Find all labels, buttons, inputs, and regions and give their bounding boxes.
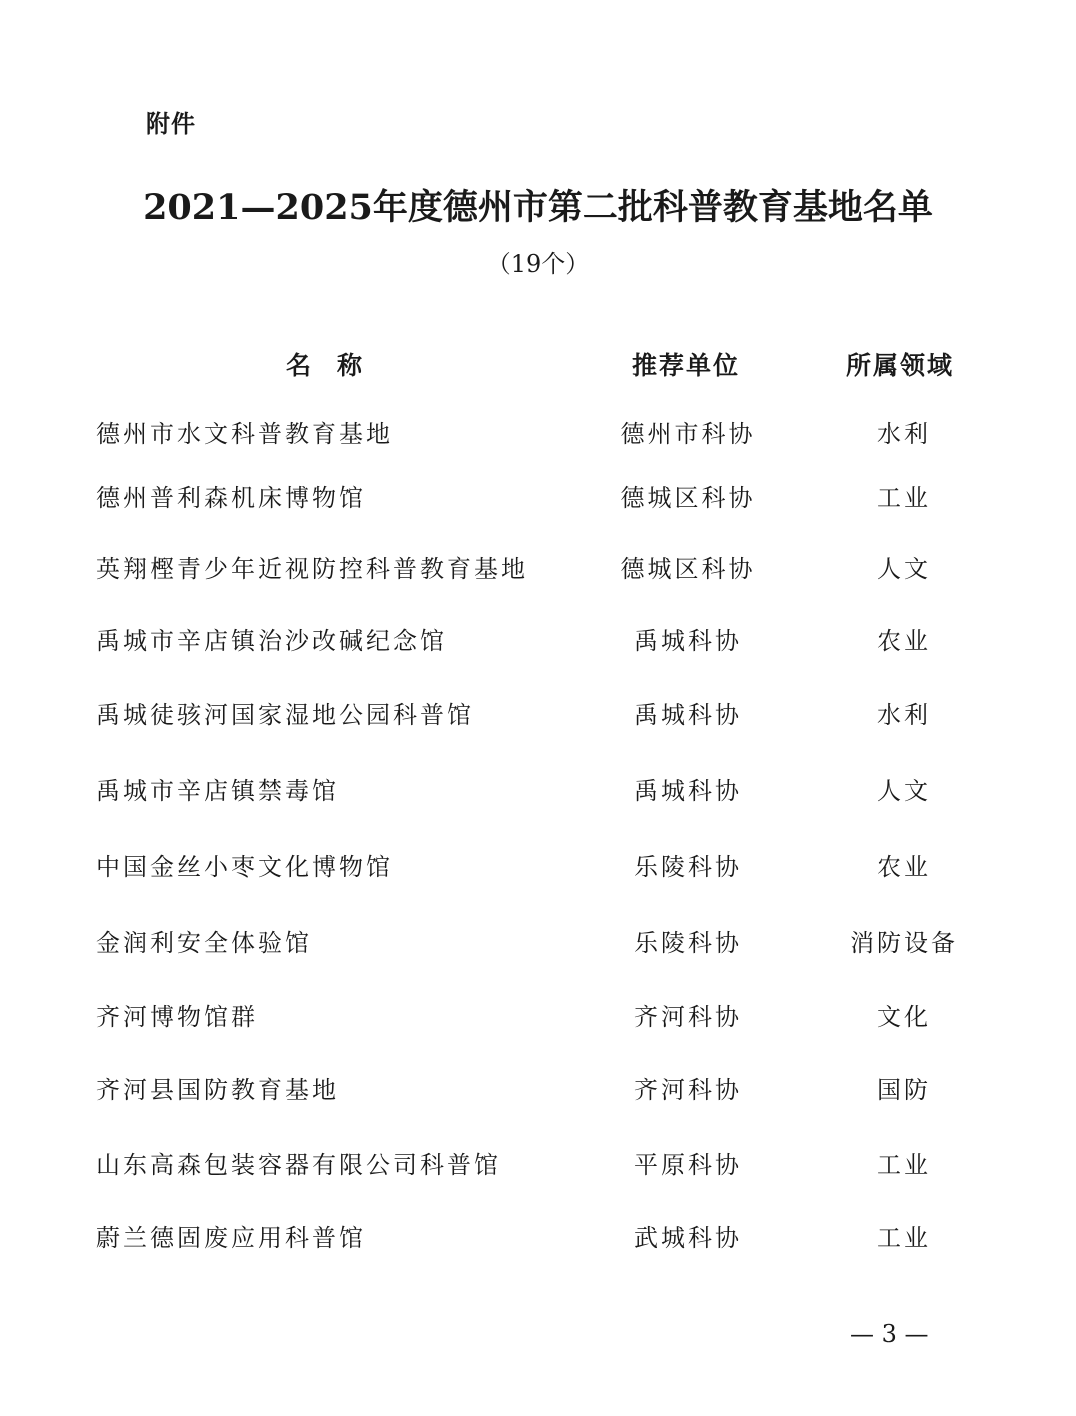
row-recommender: 齐河科协 xyxy=(634,1003,742,1031)
document-title: 2021—2025年度德州市第二批科普教育基地名单 xyxy=(143,187,933,228)
row-field: 文化 xyxy=(877,1003,931,1031)
row-name: 齐河博物馆群 xyxy=(96,1003,258,1031)
header-recommender: 推荐单位 xyxy=(632,351,741,380)
row-field: 消防设备 xyxy=(850,929,958,957)
table-row xyxy=(0,1070,1076,1110)
row-recommender: 乐陵科协 xyxy=(634,929,742,957)
table-row xyxy=(0,549,1076,589)
table-row xyxy=(0,1218,1076,1258)
table-row xyxy=(0,414,1076,454)
row-field: 国防 xyxy=(877,1076,931,1104)
row-name: 齐河县国防教育基地 xyxy=(96,1076,339,1104)
row-recommender: 德城区科协 xyxy=(620,555,756,583)
row-field: 农业 xyxy=(877,853,931,881)
row-name: 山东高森包装容器有限公司科普馆 xyxy=(96,1151,501,1179)
row-recommender: 禹城科协 xyxy=(634,777,742,805)
row-recommender: 德城区科协 xyxy=(620,484,756,512)
row-name: 英翔樫青少年近视防控科普教育基地 xyxy=(96,555,528,583)
table-row xyxy=(0,847,1076,887)
table-row xyxy=(0,771,1076,811)
row-field: 工业 xyxy=(877,1224,931,1252)
table-row xyxy=(0,478,1076,518)
row-recommender: 禹城科协 xyxy=(634,627,742,655)
table-row xyxy=(0,923,1076,963)
row-recommender: 武城科协 xyxy=(634,1224,742,1252)
row-field: 人文 xyxy=(877,777,931,805)
document-subtitle: （19个） xyxy=(486,250,590,278)
row-field: 人文 xyxy=(877,555,931,583)
row-recommender: 德州市科协 xyxy=(620,420,756,448)
table-row xyxy=(0,997,1076,1037)
row-field: 工业 xyxy=(877,484,931,512)
row-name: 金润利安全体验馆 xyxy=(96,929,312,957)
row-field: 水利 xyxy=(877,701,931,729)
row-field: 农业 xyxy=(877,627,931,655)
row-name: 中国金丝小枣文化博物馆 xyxy=(96,853,393,881)
row-name: 禹城徒骇河国家湿地公园科普馆 xyxy=(96,701,474,729)
row-name: 德州普利森机床博物馆 xyxy=(96,484,366,512)
table-row xyxy=(0,695,1076,735)
row-name: 蔚兰德固废应用科普馆 xyxy=(96,1224,366,1252)
table-row xyxy=(0,1145,1076,1185)
row-name: 禹城市辛店镇禁毒馆 xyxy=(96,777,339,805)
attachment-label: 附件 xyxy=(146,110,196,138)
header-name: 名称 xyxy=(286,351,389,380)
row-name: 德州市水文科普教育基地 xyxy=(96,420,393,448)
row-field: 工业 xyxy=(877,1151,931,1179)
row-field: 水利 xyxy=(877,420,931,448)
row-name: 禹城市辛店镇治沙改碱纪念馆 xyxy=(96,627,447,655)
page-number: — 3 — xyxy=(850,1320,929,1348)
table-row xyxy=(0,621,1076,661)
row-recommender: 乐陵科协 xyxy=(634,853,742,881)
row-recommender: 平原科协 xyxy=(634,1151,742,1179)
row-recommender: 禹城科协 xyxy=(634,701,742,729)
row-recommender: 齐河科协 xyxy=(634,1076,742,1104)
header-field: 所属领域 xyxy=(846,351,955,380)
